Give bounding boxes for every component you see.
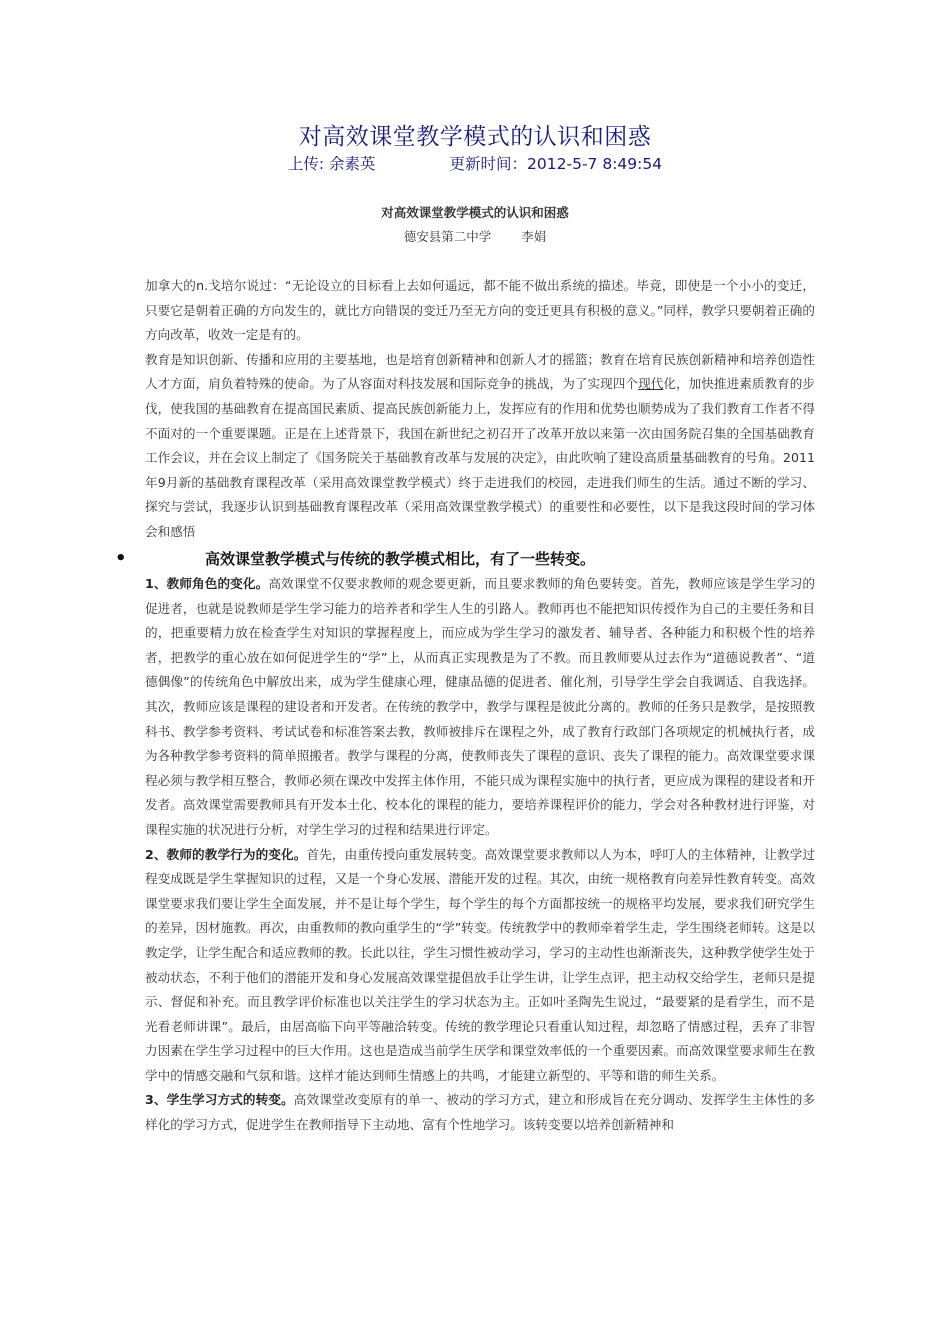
school-name: 德安县第二中学 [403, 229, 492, 244]
article-byline [0, 227, 950, 245]
article-intro [145, 274, 815, 545]
modernization-link[interactable]: 现代 [638, 376, 664, 392]
point-text: 高效课堂不仅要求教师的观念要更新，而且要求教师的角色要转变。首先，教师应该是学生学习的促进者，也就是说教师是学生学习能力的培养者和学生人生的引路人。教师再也不能把知识传授作为自己的主要任务和目的，把重要精力放在检查学生对知识的掌握程度上，而应成为学生学习的激发者、辅导者、各种能力和积极个性的培养者，把教学的重心放在如何促进学生的“学”上，从而真正实现教是为了不教。而且教师要从过去作为“道德说教者”、“道德偶像”的传统角色中解放出来，成为学生健康心理，健康品德的促进者、催化剂，引导学生学会自我调适、自我选择。其次，教师应该是课程的建设者和开发者。在传统的教学中，教学与课程是彼此分离的。教师的任务只是教学，是按照教科书、教学参考资料、考试试卷和标准答案去教，教师被排斥在课程之外，成了教育行政部门各项规定的机械执行者，成为各种教学参考资料的简单照搬者。教学与课程的分离，使教师丧失了课程的意识、丧失了课程的能力。高效课堂要求课程必须与教学相互整合，教师必须在课改中发挥主体作用，不能只成为课程实施中的执行者，更应成为课程的建设者和开发者。高效课堂需要教师具有开发本土化、校本化的课程的能力，要培养课程评价的能力，学会对各种教材进行评鉴，对课程实施的状况进行分析，对学生学习的过程和结果进行评定。 [145, 576, 816, 837]
point-heading: 1、教师角色的变化。 [145, 576, 269, 591]
context-text-before: 教育是知识创新、传播和应用的主要基地，也是培育创新精神和创新人才的摇篮；教育在培育民族创新精神和培养创造性人才方面，肩负着特殊的使命。为了从容面对科技发展和国际竞争的挑战，为了实现四个 [145, 351, 815, 392]
section-heading-text: 高效课堂教学模式与传统的教学模式相比，有了一些转变。 [205, 550, 596, 568]
change-points [145, 572, 815, 1138]
point-item [145, 843, 815, 1089]
upload-meta [0, 152, 950, 174]
bullet-icon: • [115, 548, 127, 569]
context-text-after: 化，加快推进素质教育的步伐，使我国的基础教育在提高国民素质、提高民族创新能力上，发挥应有的作用和优势也顺势成为了我们教育工作者不得不面对的一个重要课题。正是在上述背景下，我国在新世纪之初召开了改革开放以来第一次由国务院召集的全国基础教育工作会议，并在会议上制定了《国务院关于基础教育改革与发展的决定》，由此吹响了建设高质量基础教育的号角。2011年9月新的基础教育课程改革（采用高效课堂教学模式）终于走进我们的校园，走进我们师生的生活。通过不断的学习、探究与尝试，我逐步认识到基础教育课程改革（采用高效课堂教学模式）的重要性和必要性，以下是我这段时间的学习体会和感悟 [145, 376, 816, 539]
context-paragraph [145, 348, 815, 545]
point-heading: 3、学生学习方式的转变。 [145, 1092, 294, 1108]
updated-time-label: 更新时间：2012-5-7 8:49:54 [449, 155, 663, 173]
point-text: 首先，由重传授向重发展转变。高效课堂要求教师以人为本，呼叮人的主体精神，让教学过程变成既是学生掌握知识的过程，又是一个身心发展、潜能开发的过程。其次，由统一规格教育向差异性教育转变。高效课堂要求我们要让学生全面发展，并不是让每个学生，每个学生的每个方面都按统一的规格平均发展，要求我们研究学生的差异，因材施教。再次，由重教师的教向重学生的“学”转变。传统教学中的教师牵着学生走，学生围绕老师转。这是以教定学，让学生配合和适应教师的教。长此以往，学生习惯性被动学习，学习的主动性也渐渐丧失，这种教学使学生处于被动状态，不利于他们的潜能开发和身心发展高效课堂提倡放手让学生讲，让学生点评，把主动权交给学生，老师只是提示、督促和补充。而且教学评价标准也以关注学生的学习状态为主。正如叶圣陶先生说过，“最要紧的是看学生，而不是光看老师讲课”。最后，由居高临下向平等融洽转变。传统的教学理论只看重认知过程，却忽略了情感过程，丢弃了非智力因素在学生学习过程中的巨大作用。这也是造成当前学生厌学和课堂效率低的一个重要因素。而高效课堂要求师生在教学中的情感交融和气氛和谐。这样才能达到师生情感上的共鸣，才能建立新型的、平等和谐的师生关系。 [145, 846, 816, 1083]
intro-paragraph: 加拿大的n.戈培尔说过：“无论设立的目标看上去如何遥远，都不能不做出系统的描述。毕竟，即使是一个小小的变迁，只要它是朝着正确的方向发生的，就比方向错误的变迁乃至无方向的变迁更具有积极的意义。”同样，教学只要朝着正确的方向改革，收效一定是有的。 [145, 278, 815, 343]
point-text: 高效课堂改变原有的单一、被动的学习方式，建立和形成旨在充分调动、发挥学生主体性的多样化的学习方式，促进学生在教师指导下主动地、富有个性地学习。该转变要以培养创新精神和 [145, 1092, 816, 1133]
article-title: 对高效课堂教学模式的认识和困惑 [381, 205, 569, 220]
point-item [145, 572, 815, 843]
point-item [145, 1088, 815, 1137]
section-heading [112, 548, 832, 569]
point-heading: 2、教师的教学行为的变化。 [145, 846, 307, 862]
page-title: 对高效课堂教学模式的认识和困惑 [298, 124, 652, 150]
author-name: 李娟 [521, 229, 547, 244]
uploader-label: 上传: 余素英 [287, 155, 376, 173]
